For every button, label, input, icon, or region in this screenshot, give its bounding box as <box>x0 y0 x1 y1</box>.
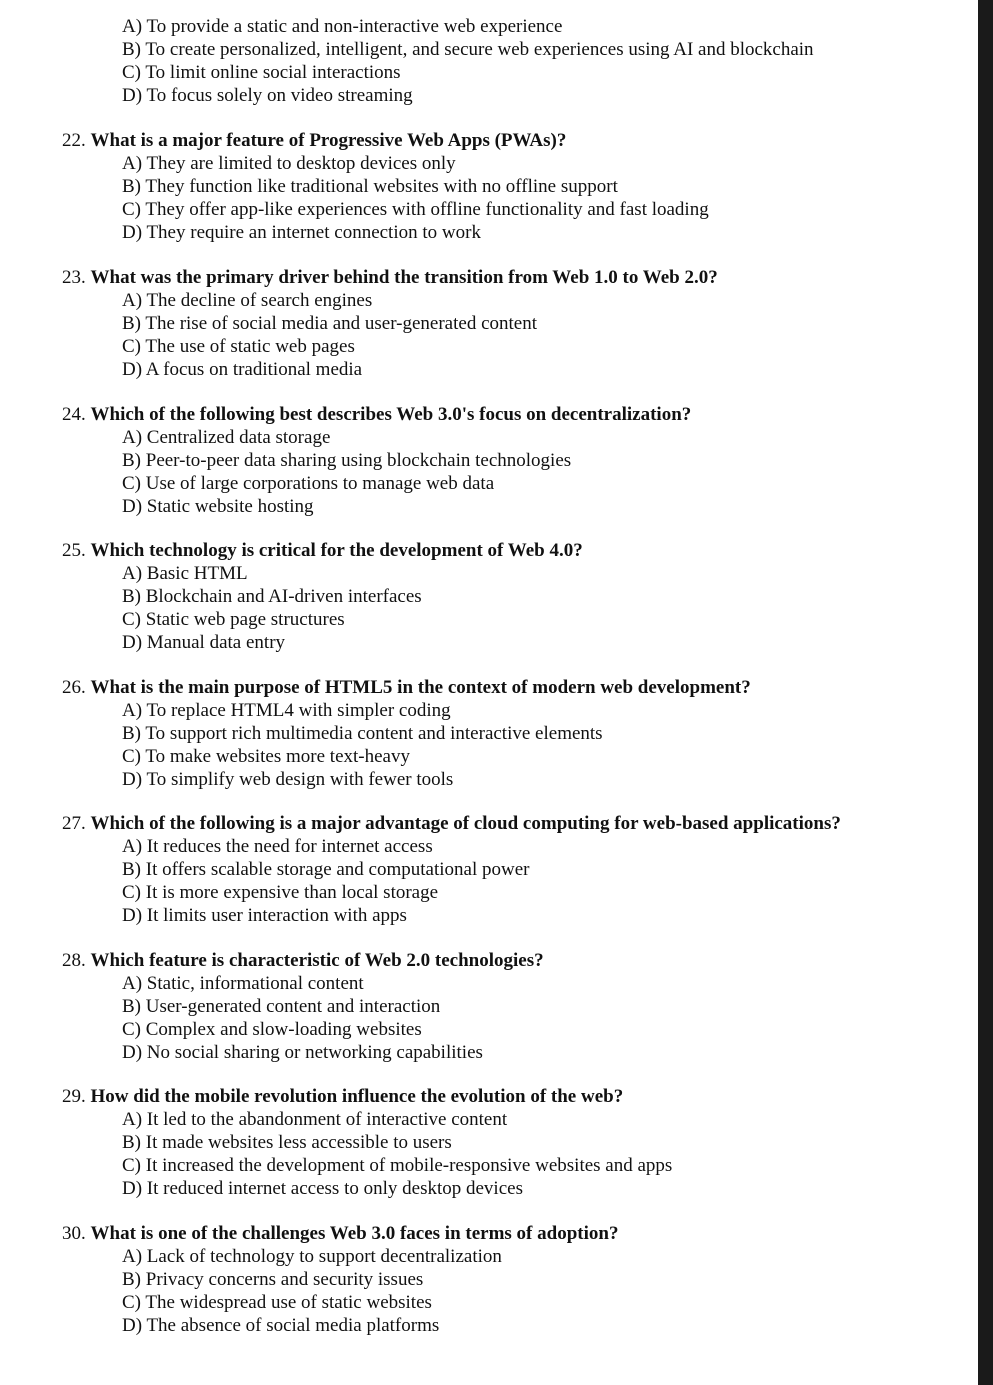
question-line <box>62 812 841 835</box>
option-d: D) No social sharing or networking capabilities <box>122 1042 483 1063</box>
option-c: C) It increased the development of mobile-responsive websites and apps <box>122 1155 673 1176</box>
option-d: D) Manual data entry <box>122 632 286 653</box>
option-a: A) Centralized data storage <box>122 427 331 448</box>
question-line <box>62 266 718 289</box>
option-b: B) They function like traditional websites with no offline support <box>122 176 618 197</box>
question-line <box>62 949 544 972</box>
option-b: B) It offers scalable storage and computational power <box>122 859 530 880</box>
question-text: Which feature is characteristic of Web 2.0 technologies? <box>90 950 544 971</box>
question-text: How did the mobile revolution influence the evolution of the web? <box>90 1086 624 1107</box>
option-c: C) It is more expensive than local storage <box>122 882 439 903</box>
option-d: D) The absence of social media platforms <box>122 1315 440 1336</box>
question-line <box>62 129 566 152</box>
option-c: C) Static web page structures <box>122 609 345 630</box>
question-number: 29. <box>62 1086 86 1107</box>
question-text: What was the primary driver behind the transition from Web 1.0 to Web 2.0? <box>90 267 718 288</box>
option-c: C) The widespread use of static websites <box>122 1292 432 1313</box>
scrollbar-edge <box>978 0 993 1385</box>
option-d: D) Static website hosting <box>122 496 314 517</box>
question-number: 25. <box>62 540 86 561</box>
question-number: 28. <box>62 950 86 971</box>
option-a: A) They are limited to desktop devices only <box>122 153 456 174</box>
question-text: What is the main purpose of HTML5 in the context of modern web development? <box>90 677 751 698</box>
option-a: A) Lack of technology to support decentralization <box>122 1246 502 1267</box>
option-a: A) It led to the abandonment of interactive content <box>122 1109 508 1130</box>
question-number: 30. <box>62 1223 86 1244</box>
question-number: 24. <box>62 404 86 425</box>
option-d: D) It reduced internet access to only desktop devices <box>122 1178 523 1199</box>
option-c: C) Use of large corporations to manage web data <box>122 473 495 494</box>
option-d: D) They require an internet connection to work <box>122 222 481 243</box>
question-line <box>62 676 751 699</box>
question-line <box>62 403 691 426</box>
option-b: B) It made websites less accessible to users <box>122 1132 452 1153</box>
option-a: A) To provide a static and non-interactive web experience <box>122 16 563 37</box>
option-c: C) They offer app-like experiences with offline functionality and fast loading <box>122 199 709 220</box>
option-b: B) Privacy concerns and security issues <box>122 1269 424 1290</box>
question-line <box>62 539 583 562</box>
question-text: Which technology is critical for the development of Web 4.0? <box>90 540 583 561</box>
question-line <box>62 1085 623 1108</box>
option-a: A) To replace HTML4 with simpler coding <box>122 700 451 721</box>
option-d: D) To focus solely on video streaming <box>122 85 413 106</box>
option-c: C) To limit online social interactions <box>122 62 401 83</box>
option-c: C) Complex and slow-loading websites <box>122 1019 422 1040</box>
option-a: A) It reduces the need for internet access <box>122 836 433 857</box>
option-b: B) The rise of social media and user-generated content <box>122 313 537 334</box>
question-number: 26. <box>62 677 86 698</box>
option-b: B) To support rich multimedia content and interactive elements <box>122 723 603 744</box>
option-d: D) To simplify web design with fewer tools <box>122 769 454 790</box>
option-b: B) Peer-to-peer data sharing using blockchain technologies <box>122 450 572 471</box>
option-a: A) Static, informational content <box>122 973 364 994</box>
option-a: A) Basic HTML <box>122 563 248 584</box>
option-b: B) User-generated content and interaction <box>122 996 441 1017</box>
option-c: C) The use of static web pages <box>122 336 355 357</box>
option-b: B) To create personalized, intelligent, and secure web experiences using AI and blockchain <box>122 39 814 60</box>
option-d: D) A focus on traditional media <box>122 359 363 380</box>
option-d: D) It limits user interaction with apps <box>122 905 407 926</box>
question-text: Which of the following is a major advantage of cloud computing for web-based applications? <box>90 813 841 834</box>
question-number: 27. <box>62 813 86 834</box>
option-a: A) The decline of search engines <box>122 290 373 311</box>
question-text: Which of the following best describes Web 3.0's focus on decentralization? <box>90 404 692 425</box>
question-number: 23. <box>62 267 86 288</box>
question-text: What is one of the challenges Web 3.0 faces in terms of adoption? <box>90 1223 619 1244</box>
option-b: B) Blockchain and AI-driven interfaces <box>122 586 422 607</box>
question-line <box>62 1222 618 1245</box>
question-text: What is a major feature of Progressive Web Apps (PWAs)? <box>90 130 567 151</box>
option-c: C) To make websites more text-heavy <box>122 746 410 767</box>
question-number: 22. <box>62 130 86 151</box>
